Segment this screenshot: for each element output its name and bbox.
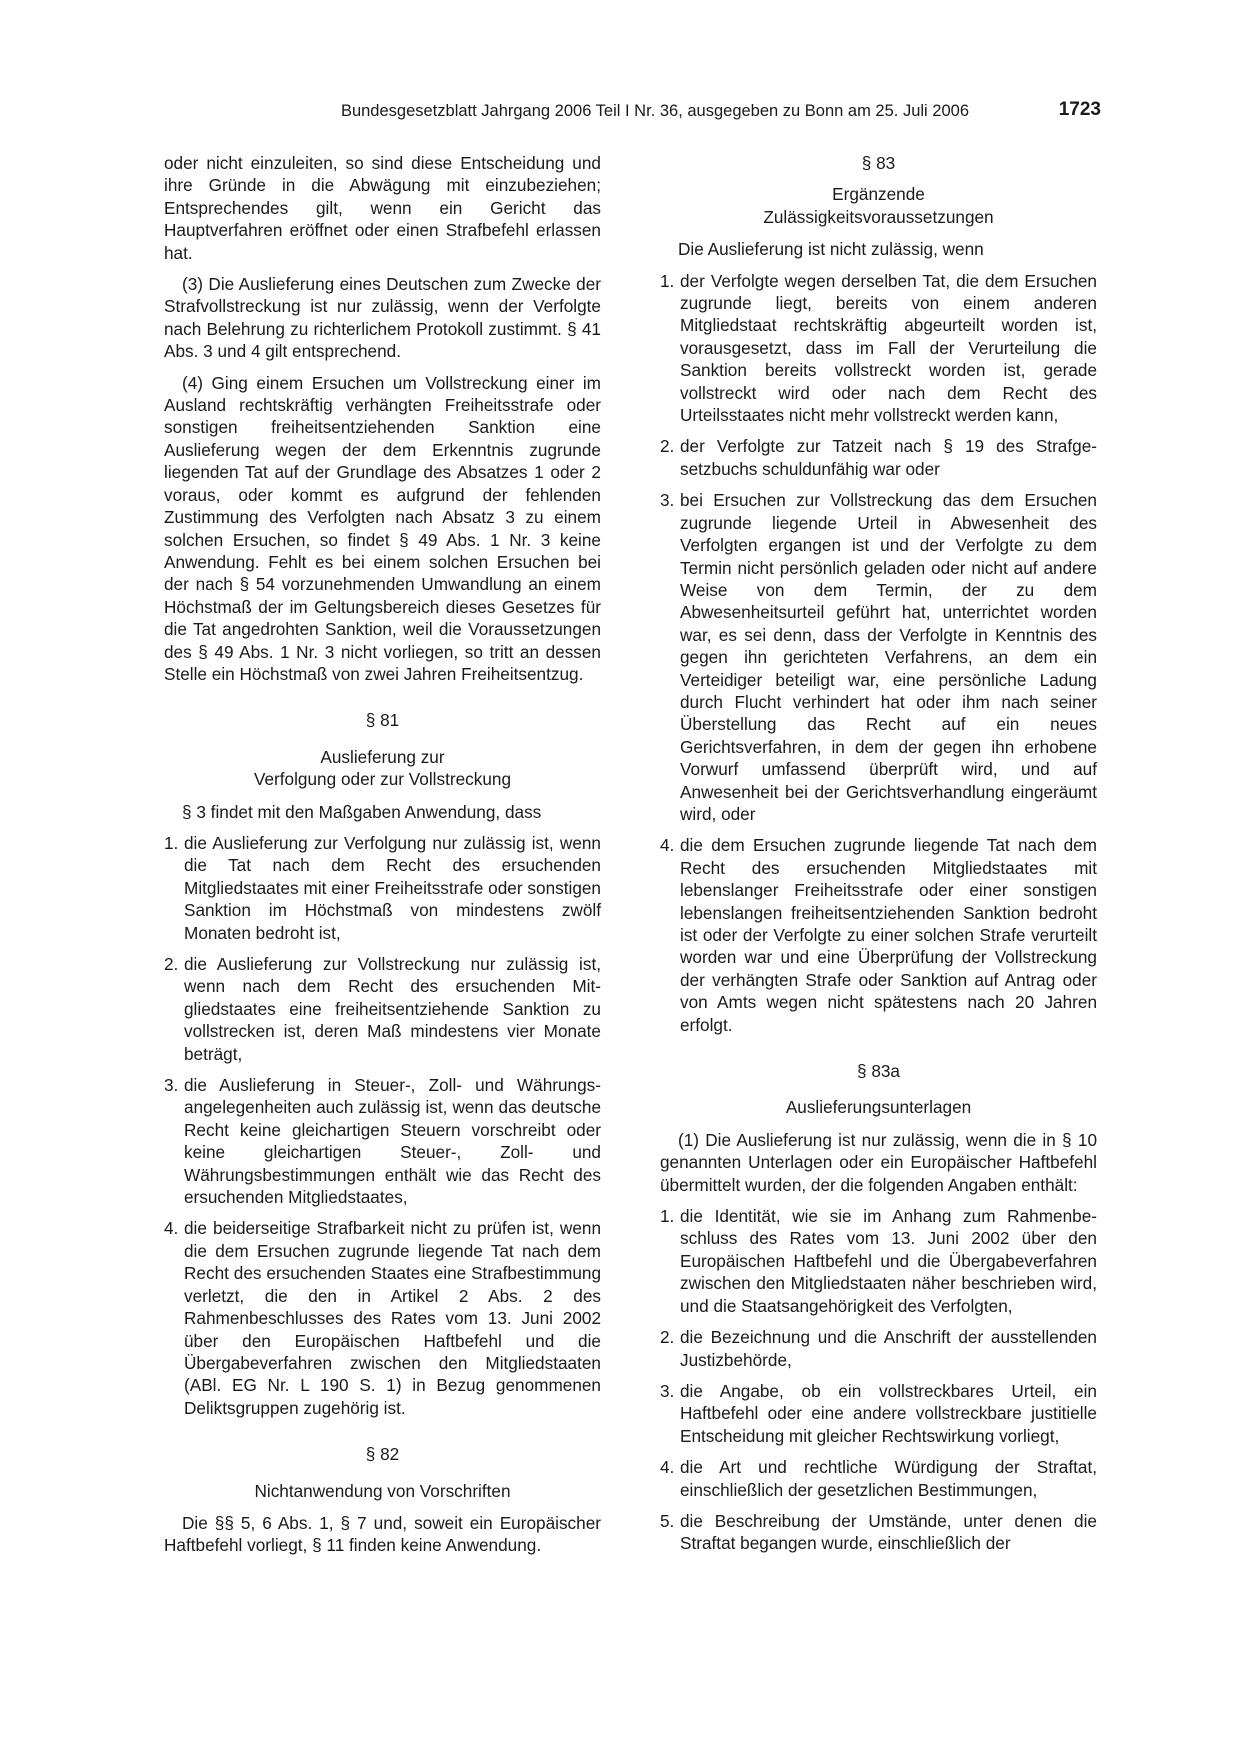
running-title: Bundesgesetzblatt Jahrgang 2006 Teil I Nr. 36, ausgegeben zu Bonn am 25. Juli 2006 — [340, 102, 969, 120]
section-83a-paragraph-1: (1) Die Auslieferung ist nur zulässig, wenn die in § 10 genannten Unterlagen oder ein Europäischer Haftbefehl übermittelt wurden, der die folgenden Angaben enthält: — [660, 1129, 1097, 1195]
list-item — [660, 489, 1097, 825]
list-item — [660, 270, 1097, 427]
list-item — [660, 1205, 1097, 1317]
list-item — [660, 435, 1097, 480]
section-83-number: § 83 — [861, 153, 896, 173]
item-number: 4. — [164, 1218, 179, 1239]
item-number: 3. — [660, 490, 675, 511]
page-header — [164, 99, 1101, 125]
section-81-intro: § 3 findet mit den Maßgaben Anwendung, dass — [182, 801, 542, 822]
paragraph-continued: oder nicht einzuleiten, so sind diese Entscheidung und ihre Gründe in die Abwägung mit einzubeziehen; Entsprechendes gilt, wenn ein Gericht das Hauptverfahren eröffnet oder einen Strafbefehl erlassen hat. — [164, 153, 601, 263]
page-number: 1723 — [1058, 99, 1101, 120]
section-83-title-line1: Ergänzende — [832, 184, 925, 205]
section-81-title-line1: Auslieferung zur — [320, 746, 445, 767]
item-text: die Beschreibung der Umstände, unter denen die Straftat begangen wurde, einschließlich der — [680, 1510, 1097, 1554]
section-83a-title: Auslieferungsunterlagen — [785, 1097, 972, 1118]
list-item — [660, 834, 1097, 1036]
item-number: 1. — [660, 1206, 675, 1227]
item-text: bei Ersuchen zur Vollstreckung das dem Ersuchen zugrunde liegende Urteil in Abwesenheit des Verfolgten ergangen ist und der Verfolgte zu dem Termin nicht persönlich geladen oder nicht auf andere Weise von dem Termin, der zu dem Abwesenheitsurteil geführt hat, unterrichtet worden war, es sei denn, dass der Verfolgte in Kenntnis des gegen ihn gerichteten Verfahrens, an dem ein Verteidiger beteiligt war, eine persönliche Ladung durch Flucht verhindert hat oder ihm nach seiner Überstellung das Recht auf ein neues Gerichtsverfahren, in dem der gegen ihn erhobene Vorwurf umfassend überprüft wird, und auf Anwesenheit bei der Gerichtsverhandlung eingeräumt wird, oder — [680, 490, 1097, 824]
list-item — [164, 832, 601, 944]
item-number: 4. — [660, 1457, 675, 1478]
item-text: die dem Ersuchen zugrunde liegende Tat nach dem Recht des ersuchenden Mitgliedstaates mit lebenslanger Freiheitsstrafe oder einer sonstigen lebenslangen freiheitsentziehenden Sanktion bedroht ist oder der Verfolgte zu einer solchen Strafe verurteilt worden war und eine Überprüfung der Vollstreckung der verhängten Strafe oder Sanktion auf Antrag oder von Amts wegen nicht spätestens nach 20 Jahren erfolgt. — [680, 835, 1097, 1035]
item-text: die beiderseitige Strafbarkeit nicht zu prüfen ist, wenn die dem Ersuchen zugrunde liegende Tat nach dem Recht des ersuchenden Staates eine Strafbestimmung verletzt, die den in Artikel 2 Abs. 2 des Rahmenbeschlusses des Rates vom 13. Juni 2002 über den Europäischen Haftbefehl und die Übergabeverfahren zwischen den Mitgliedstaaten (ABl. EG Nr. L 190 S. 1) in Bezug genommenen Deliktsgruppen zugehörig ist. — [184, 1218, 601, 1418]
section-83-list — [660, 270, 1097, 1036]
section-82-number: § 82 — [365, 1444, 400, 1465]
section-82-title: Nichtanwendung von Vorschriften — [254, 1480, 511, 1501]
item-number: 2. — [164, 954, 179, 974]
item-text: die Auslieferung zur Verfolgung nur zulässig ist, wenn die Tat nach dem Recht des ersuchenden Mitgliedstaates mit einer Freiheitsstrafe oder sonstigen Sanktion im Höchstmaß von mindestens zwölf Monaten bedroht ist, — [184, 832, 601, 943]
section-83a-list — [660, 1205, 1097, 1555]
item-number: 1. — [660, 270, 675, 291]
list-item — [164, 953, 601, 1065]
item-number: 1. — [164, 832, 179, 853]
paragraph-3: (3) Die Auslieferung eines Deutschen zum Zwecke der Strafvollstreckung ist nur zulässig, wenn der Verfolgte nach Belehrung zu richterlichem Protokoll zustimmt. § 41 Abs. 3 und 4 gilt entsprechend. — [164, 274, 601, 362]
section-81-number: § 81 — [365, 710, 400, 731]
item-number: 2. — [660, 436, 675, 457]
item-number: 3. — [660, 1380, 675, 1401]
list-item — [660, 1380, 1097, 1447]
item-number: 5. — [660, 1510, 675, 1531]
item-text: die Auslieferung zur Vollstreckung nur zulässig ist, wenn nach dem Recht des ersuchenden Mitgliedstaates eine freiheitsentziehende Sanktion zu vollstrecken ist, deren Maß mindestens vier Monate beträgt, — [184, 954, 601, 1064]
section-82-text: Die §§ 5, 6 Abs. 1, § 7 und, soweit ein Europäischer Haftbefehl vorliegt, § 11 finden keine Anwendung. — [164, 1512, 601, 1556]
item-text: die Art und rechtliche Würdigung der Straftat, einschließlich der gesetzlichen Bestimmungen, — [680, 1457, 1097, 1500]
list-item — [660, 1456, 1097, 1501]
right-column — [660, 152, 1097, 1564]
item-text: die Auslieferung in Steuer-, Zoll- und Währungsangelegenheiten auch zulässig ist, wenn das deutsche Recht keine gleichartigen Steuern vorschreibt oder keine gleichartigen Steuer-, Zoll- und Währungsbestimmungen enthält wie das Recht des ersuchenden Mitgliedstaates, — [184, 1075, 601, 1208]
section-83a-number: § 83a — [856, 1061, 900, 1082]
section-83-title-line2: Zulässigkeitsvoraussetzungen — [763, 206, 994, 227]
section-81-list — [164, 832, 601, 1419]
paragraph-4: (4) Ging einem Ersuchen um Vollstreckung einer im Ausland rechtskräftig verhängten Freiheitsstrafe oder sonstigen freiheitsentziehenden Sanktion eine Auslieferung wegen der dem Erkenntnis zugrunde liegenden Tat auf der Grundlage des Absatzes 1 oder 2 voraus, oder kommt es aufgrund der fehlenden Zustimmung des Verfolgten nach Absatz 3 zu einem solchen Ersuchen, so findet § 49 Abs. 1 Nr. 3 keine Anwendung. Fehlt es bei einem solchen Ersuchen bei der nach § 54 vorzunehmenden Umwandlung an einem Höchstmaß der im Geltungsbereich dieses Gesetzes für die Tat angedrohten Sanktion, weil die Voraussetzungen des § 49 Abs. 1 Nr. 3 nicht vorliegen, so tritt an dessen Stelle ein Höchstmaß von zwei Jahren Freiheitsentzug. — [164, 372, 601, 684]
item-text: der Verfolgte zur Tatzeit nach § 19 des Strafgesetzbuchs schuldunfähig war oder — [680, 436, 1097, 479]
list-item — [164, 1074, 601, 1208]
section-81-title-line2: Verfolgung oder zur Vollstreckung — [253, 769, 511, 790]
item-number: 3. — [164, 1075, 179, 1096]
item-text: die Angabe, ob ein vollstreckbares Urteil, ein Haftbefehl oder eine andere vollstreckbare justitielle Entscheidung mit gleicher Rechtswirkung vorliegt, — [680, 1380, 1097, 1446]
item-text: die Identität, wie sie im Anhang zum Rahmenbeschluss des Rates vom 13. Juni 2002 über den Europäischen Haftbefehl und die Übergabeverfahren zwischen den Mitgliedstaaten näher beschrieben wird, und die Staatsangehörigkeit des Verfolgten, — [680, 1206, 1097, 1316]
item-number: 4. — [660, 835, 675, 856]
list-item — [660, 1326, 1097, 1371]
list-item — [660, 1510, 1097, 1555]
item-text: die Bezeichnung und die Anschrift der ausstellenden Justizbehörde, — [680, 1327, 1097, 1370]
item-text: der Verfolgte wegen derselben Tat, die dem Ersuchen zugrunde liegt, bereits von einem anderen Mitgliedstaat rechtskräftig abgeurteilt worden ist, vorausgesetzt, dass im Fall der Verurteilung die Sanktion bereits vollstreckt worden ist, gerade vollstreckt wird oder nach dem Recht des Urteilsstaates nicht mehr vollstreckt werden kann, — [680, 270, 1097, 426]
item-number: 2. — [660, 1327, 675, 1348]
list-item — [164, 1217, 601, 1419]
section-83-intro: Die Auslieferung ist nicht zulässig, wenn — [678, 239, 984, 260]
left-column — [164, 152, 601, 1566]
